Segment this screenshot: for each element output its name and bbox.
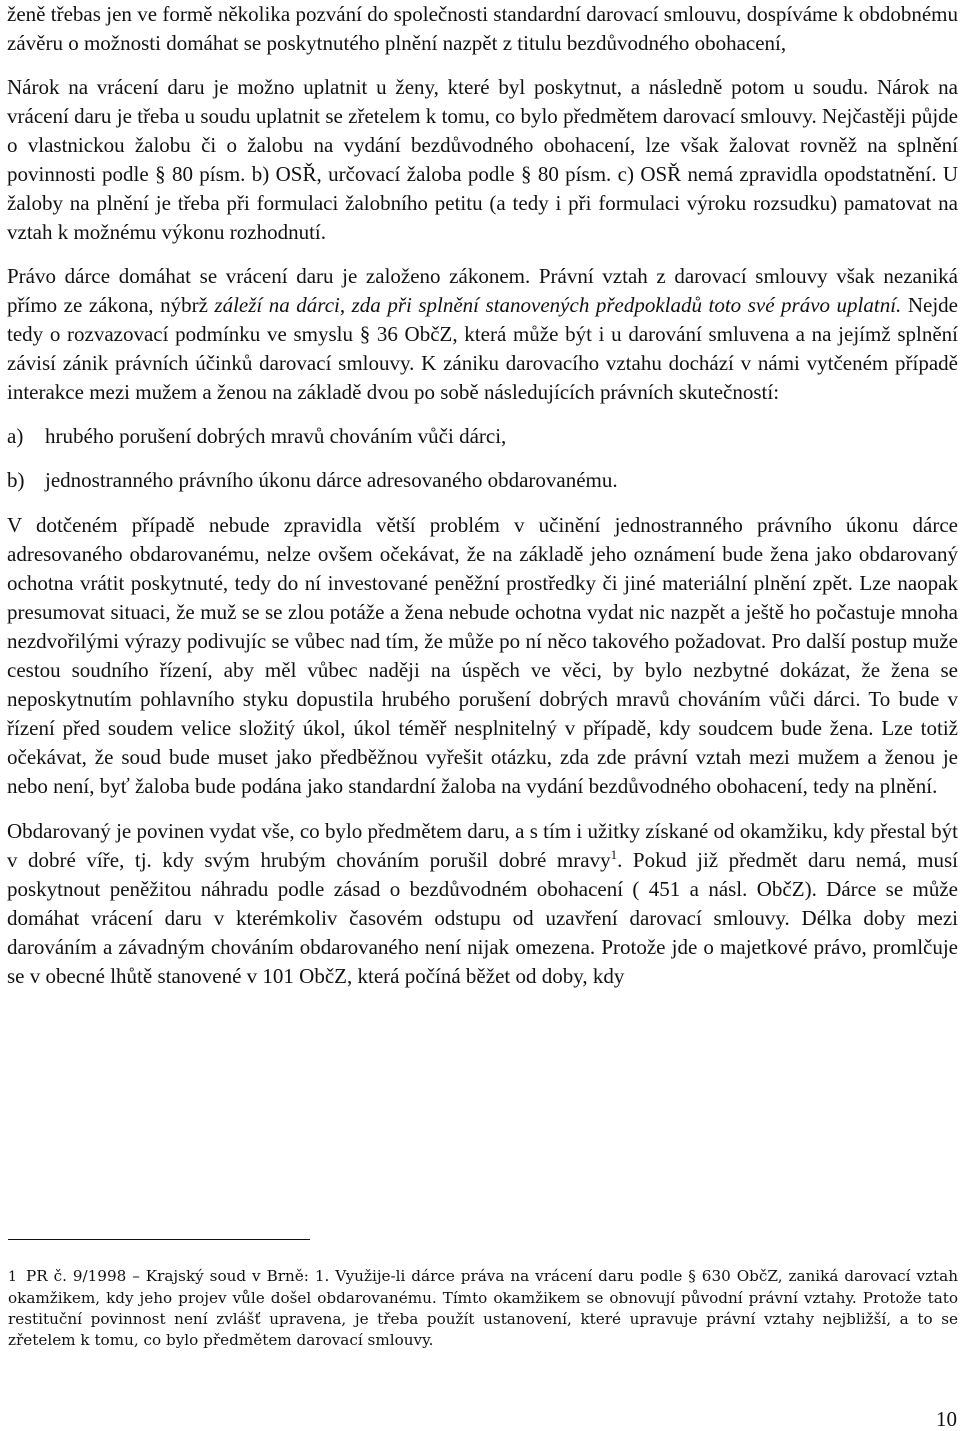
page-number: 10: [936, 1407, 957, 1431]
paragraph-3-emphasis: záleží na dárci, zda při splnění stanovených předpokladů toto své právo uplatní.: [214, 293, 902, 317]
list-item-a: [7, 422, 958, 451]
list-label: a): [7, 424, 24, 448]
paragraph-2: Nárok na vrácení daru je možno uplatnit u ženy, které byl poskytnut, a následně potom u soudu. Nárok na vrácení daru je třeba u soudu uplatnit se zřetelem k tomu, co bylo předmětem darovací smlouvy. Nejčastěji půjde o vlastnickou žalobu či o žalobu na vydání bezdůvodného obohacení, lze však žalovat rovněž na splnění povinnosti podle § 80 písm. b) OSŘ, určovací žaloba podle § 80 písm. c) OSŘ nemá zpravidla opodstatnění. U žaloby na plnění je třeba při formulaci žalobního petitu (a tedy i při formulaci výroku rozsudku) pamatovat na vztah k možnému výkonu rozhodnutí.: [7, 75, 958, 244]
list-label: b): [7, 468, 25, 492]
paragraph-3-text-a: Právo dárce domáhat se vrácení daru je založeno zákonem. Právní vztah z darovací smlouvy však nezaniká přímo ze zákona, nýbrž: [7, 264, 958, 317]
paragraph-3-text-b: Nejde tedy o rozvazovací podmínku ve smyslu § 36 ObčZ, která může být i u darování smluvena a na jejímž splnění závisí zánik právních účinků darovací smlouvy. K zániku darovacího vztahu dochází v námi vytčeném případě interakce mezi mužem a ženou na základě dvou po sobě následujících právních skutečností:: [7, 293, 958, 404]
paragraph-3: [7, 262, 958, 407]
document-body: [7, 0, 958, 991]
paragraph-4: V dotčeném případě nebude zpravidla větší problém v učinění jednostranného právního úkonu dárce adresovaného obdarovanému, nelze ovšem očekávat, že na základě jeho oznámení bude žena jako obdarovaný ochotna vrátit poskytnuté, tedy do ní investované peněžní prostředky či jiné materiální plnění zpět. Lze naopak presumovat situaci, že muž se se zlou potáže a žena nebude ochotna vydat nic nazpět a ještě ho počastuje mnoha nezdvořilými výrazy podivujíc se vůbec nad tím, že může po ní něco takového požadovat. Pro další postup muže cestou soudního řízení, aby měl vůbec naději na úspěch ve věci, by bylo nezbytné dokázat, že žena se neposkytnutím pohlavního styku dopustila hrubého porušení dobrých mravů chováním vůči dárci. To bude v řízení před soudem velice složitý úkol, úkol téměř nesplnitelný v případě, kdy soudcem bude žena. Lze totiž očekávat, že soud bude muset jako předběžnou vyřešit otázku, zda zde právní vztah mezi mužem a ženou je nebo není, byť žaloba bude podána jako standardní žaloba na vydání bezdůvodného obohacení, tedy na plnění.: [7, 513, 958, 798]
footnote-reference[interactable]: 1: [610, 847, 618, 862]
list-text: jednostranného právního úkonu dárce adresovaného obdarovanému.: [45, 468, 618, 492]
paragraph-5-text-a: Obdarovaný je povinen vydat vše, co bylo předmětem daru, a s tím i užitky získané od okamžiku, kdy přestal být v dobré víře, tj. kdy svým hrubým chováním porušil dobré mravy: [7, 819, 958, 872]
list-item-b: [7, 466, 958, 495]
footnote-divider: [8, 1239, 310, 1240]
paragraph-5: [7, 817, 958, 991]
paragraph-1: ženě třebas jen ve formě několika pozvání do společnosti standardní darovací smlouvu, dospíváme k obdobnému závěru o možnosti domáhat se poskytnutého plnění nazpět z titulu bezdůvodného obohacení,: [7, 2, 958, 55]
footnote-text: PR č. 9/1998 – Krajský soud v Brně: 1. Využije-li dárce práva na vrácení daru podle § 630 ObčZ, zaniká darovací vztah okamžikem, kdy jeho projev vůle došel obdarovanému. Tímto okamžikem se obnovují původní právní vztahy. Protože tato restituční povinnost není zvlášť upravena, je třeba použít ustanovení, které upravuje právní vztahy nejbližší, a to se zřetelem k tomu, co bylo předmětem darovací smlouvy.: [8, 1267, 958, 1349]
paragraph-5-text-b: . Pokud již předmět daru nemá, musí poskytnout peněžitou náhradu podle zásad o bezdůvodném obohacení ( 451 a násl. ObčZ). Dárce se může domáhat vrácení daru v kterémkoliv časovém odstupu od uzavření darovací smlouvy. Délka doby mezi darováním a závadným chováním obdarovaného není nijak omezena. Protože jde o majetkové právo, promlčuje se v obecné lhůtě stanovené v 101 ObčZ, která počíná běžet od doby, kdy: [7, 848, 959, 988]
footnote: [8, 1266, 958, 1351]
list-text: hrubého porušení dobrých mravů chováním vůči dárci,: [45, 424, 507, 448]
footnote-number: 1: [8, 1269, 17, 1285]
